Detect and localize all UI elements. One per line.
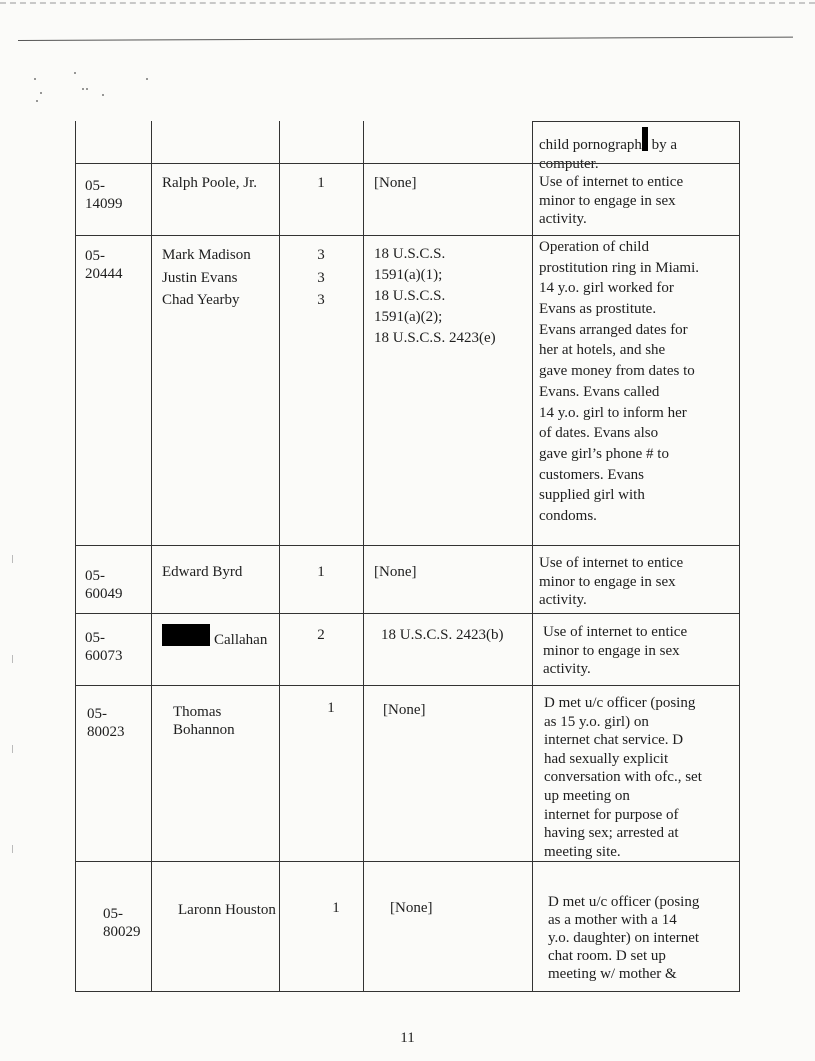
defendant-name: Ralph Poole, Jr.	[162, 175, 258, 191]
defendant-cell	[151, 545, 279, 613]
table-border	[75, 991, 740, 992]
page-number: 11	[400, 1030, 415, 1046]
count-value: 3	[317, 269, 325, 286]
table-row	[75, 685, 740, 861]
docket-cell	[75, 861, 151, 992]
table-border	[75, 613, 740, 614]
statute-text: 18 U.S.C.S. 2423(b)	[381, 627, 504, 643]
statute-cell	[363, 685, 532, 861]
docket-number: 05-	[85, 178, 105, 194]
table-row	[75, 121, 740, 172]
count-cell	[279, 861, 363, 992]
description-cell	[532, 861, 740, 992]
count-value: 1	[317, 564, 325, 580]
docket-number: 20444	[85, 266, 123, 283]
defendant-name: Edward Byrd	[162, 564, 243, 580]
statute-cell	[363, 613, 532, 685]
docket-number: 05-	[85, 630, 105, 646]
statute-cell	[363, 545, 532, 613]
description-text: activity.	[543, 661, 591, 678]
count-cell	[279, 163, 363, 235]
table-border	[279, 121, 280, 992]
description-text: child pornograph	[539, 137, 642, 153]
count-cell	[279, 613, 363, 685]
statute-cell	[363, 235, 532, 545]
table-border	[75, 235, 740, 236]
defendant-name: Chad Yearby	[162, 292, 240, 308]
docket-number: 05-	[87, 706, 107, 722]
scan-mark	[12, 845, 17, 853]
case-table	[75, 121, 740, 992]
table-row	[75, 861, 740, 992]
docket-number: 05-	[85, 248, 105, 264]
defendant-name: Bohannon	[173, 722, 235, 739]
table-border	[75, 685, 740, 686]
description-text: 14 y.o. girl worked for	[539, 280, 674, 297]
statute-cell	[363, 861, 532, 992]
statute-text: [None]	[390, 900, 433, 916]
description-text: D met u/c officer (posing	[544, 695, 696, 711]
description-text: internet for purpose of	[544, 806, 679, 823]
description-text: computer.	[539, 155, 599, 172]
description-cell	[532, 163, 740, 235]
docket-number: 05-	[85, 568, 105, 584]
table-row	[75, 545, 740, 613]
description-text: activity.	[539, 592, 587, 609]
description-text: D met u/c officer (posing	[548, 894, 700, 910]
description-text: minor to engage in sex	[539, 192, 676, 209]
docket-cell	[75, 235, 151, 545]
defendant-cell	[151, 861, 279, 992]
description-text: 14 y.o. girl to inform her	[539, 404, 687, 421]
statute-text: 18 U.S.C.S. 2423(e)	[374, 330, 496, 346]
defendant-name: Callahan	[214, 632, 268, 648]
description-text: chat room. D set up	[548, 948, 666, 964]
docket-cell	[75, 613, 151, 685]
table-border	[75, 545, 740, 546]
description-cell	[532, 121, 740, 172]
scan-artifact-top	[0, 2, 815, 4]
statute-text: 18 U.S.C.S.	[374, 288, 446, 304]
table-border	[363, 121, 364, 992]
description-text: Use of internet to entice	[539, 174, 684, 190]
table-border	[75, 163, 740, 164]
description-text: customers. Evans	[539, 466, 644, 483]
count-value: 1	[317, 175, 325, 191]
defendant-cell	[151, 613, 279, 685]
description-text: up meeting on	[544, 787, 630, 804]
docket-number: 05-	[103, 906, 123, 922]
description-text: gave money from dates to	[539, 363, 695, 380]
header-rule	[18, 37, 793, 41]
description-text: Use of internet to entice	[539, 555, 684, 571]
defendant-name: Justin Evans	[162, 269, 238, 286]
table-border	[532, 121, 533, 992]
scan-mark	[12, 655, 17, 663]
table-row	[75, 163, 740, 235]
docket-cell	[75, 685, 151, 861]
description-text: meeting site.	[544, 843, 621, 860]
description-text: prostitution ring in Miami.	[539, 259, 699, 276]
defendant-name: Thomas	[173, 704, 222, 720]
statute-text: 18 U.S.C.S.	[374, 246, 446, 262]
description-text: as a mother with a 14	[548, 912, 677, 928]
table-border	[739, 121, 740, 992]
scan-mark	[12, 555, 17, 563]
description-text: condoms.	[539, 507, 597, 524]
count-value: 3	[317, 247, 325, 263]
statute-text: 1591(a)(2);	[374, 309, 443, 325]
table-border	[151, 121, 152, 992]
description-cell	[532, 685, 740, 861]
description-cell	[532, 545, 740, 613]
docket-number: 60049	[85, 586, 123, 603]
count-value: 3	[317, 292, 325, 308]
description-text: gave girl’s phone # to	[539, 445, 669, 462]
redaction-block	[162, 624, 210, 646]
table-border	[532, 121, 740, 122]
description-text: her at hotels, and she	[539, 342, 666, 359]
table-row	[75, 235, 740, 545]
description-text: of dates. Evans also	[539, 425, 659, 442]
description-text: minor to engage in sex	[543, 642, 680, 659]
defendant-cell	[151, 163, 279, 235]
docket-number: 80029	[103, 924, 141, 941]
defendant-name: Mark Madison	[162, 247, 251, 263]
description-text: minor to engage in sex	[539, 573, 676, 590]
count-value: 1	[332, 900, 340, 916]
description-text: meeting w/ mother &	[548, 966, 677, 982]
scan-mark	[12, 745, 17, 753]
statute-text: [None]	[383, 702, 426, 718]
description-text: supplied girl with	[539, 487, 645, 504]
description-text: by a	[647, 137, 678, 153]
docket-number: 14099	[85, 196, 123, 213]
count-value: 1	[327, 700, 335, 716]
docket-cell	[75, 545, 151, 613]
description-text: Evans arranged dates for	[539, 321, 688, 338]
description-cell	[532, 235, 740, 545]
table-border	[75, 861, 740, 862]
statute-cell	[363, 163, 532, 235]
statute-text: 1591(a)(1);	[374, 267, 443, 283]
table-border	[75, 121, 76, 992]
count-cell	[279, 545, 363, 613]
description-text: activity.	[539, 211, 587, 228]
defendant-cell	[151, 685, 279, 861]
statute-text: [None]	[374, 175, 417, 191]
description-text: internet chat service. D	[544, 732, 684, 749]
description-text: Evans as prostitute.	[539, 301, 657, 318]
defendant-cell	[151, 235, 279, 545]
description-text: had sexually explicit	[544, 750, 669, 767]
description-text: as 15 y.o. girl) on	[544, 713, 649, 730]
description-text: Use of internet to entice	[543, 624, 688, 640]
description-text: having sex; arrested at	[544, 825, 679, 842]
table-row	[75, 613, 740, 685]
docket-number: 60073	[85, 648, 123, 665]
description-text: y.o. daughter) on internet	[548, 930, 700, 946]
count-cell	[279, 685, 363, 861]
count-cell	[279, 235, 363, 545]
scan-specks	[30, 70, 160, 110]
description-text: conversation with ofc., set	[544, 769, 702, 786]
docket-cell	[75, 163, 151, 235]
statute-text: [None]	[374, 564, 417, 580]
description-text: Evans. Evans called	[539, 383, 660, 400]
count-value: 2	[317, 627, 325, 643]
description-text: Operation of child	[539, 239, 649, 255]
description-cell	[532, 613, 740, 685]
docket-number: 80023	[87, 724, 125, 741]
defendant-name: Laronn Houston	[178, 902, 276, 918]
